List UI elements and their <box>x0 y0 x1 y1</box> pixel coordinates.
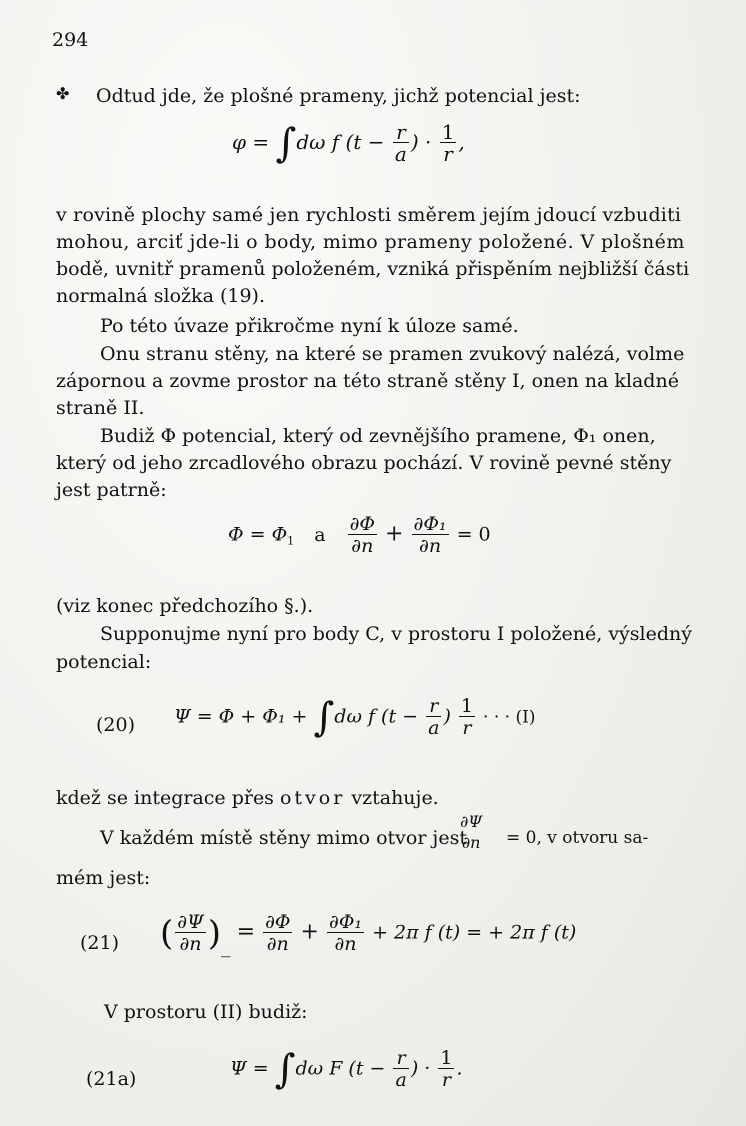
text-line: mém jest: <box>56 867 151 889</box>
text-line: bodě, uvnitř pramenů položeném, vzniká přispěním nejbližší části <box>56 258 690 280</box>
text-line: Onu stranu stěny, na které se pramen zvukový nalézá, volme <box>100 343 685 365</box>
text-line: jest patrně: <box>56 479 167 501</box>
text-line: Budiž Φ potencial, který od zevnějšího pramene, Φ₁ onen, <box>100 425 656 447</box>
text-line: Supponujme nyní pro body C, v prostoru I položené, výsledný <box>100 623 692 645</box>
ornament-icon: ✤ <box>56 84 70 103</box>
text-line: kdež se integrace přes otvor vztahuje. <box>56 787 439 809</box>
text-line: který od jeho zrcadlového obrazu pochází. V rovině pevné stěny <box>56 452 672 474</box>
integral-sign: ∫ <box>313 694 335 741</box>
text-line: (viz konec předchozího §.). <box>56 595 314 617</box>
fraction: $\frac{r}{a}$ <box>394 120 407 166</box>
page-number: 294 <box>52 29 89 51</box>
fraction: $\frac{\text{∂Φ₁}}{\partial n}$ <box>329 911 363 955</box>
equation-normal-derivative: ( $\frac{\partial\Psi}{\partial n}$ )_ = $\frac{\partial\Phi}{\partial n}$ + $\frac{\text{∂Φ₁}}{\partial n}$ + 2π f (t) = + 2π f (t) <box>160 911 577 958</box>
text-line: v rovině plochy samé jen rychlosti směrem jejím jdoucí vzbuditi <box>56 204 682 226</box>
fraction: $\frac{\partial\Phi}{\partial n}$ <box>349 513 375 557</box>
fraction: $\frac{1}{r}$ <box>440 1047 453 1091</box>
text-line: zápornou a zovme prostor na této straně stěny I, onen na kladné <box>56 370 679 392</box>
equation-potential-space-ii: Ψ = ∫dω F (t − $\frac{r}{a}$ ) · $\frac{1}{r}$ . <box>230 1046 463 1093</box>
text-line: potencial: <box>56 651 152 673</box>
text-line: V prostoru (II) budiž: <box>104 1001 308 1023</box>
fraction: $\frac{\partial\Phi}{\partial n}$ <box>265 911 291 955</box>
text-line: Po této úvaze přikročme nyní k úloze samé. <box>100 315 519 337</box>
text-line: V každém místě stěny mimo otvor jest <box>100 827 467 849</box>
equation-resultant-potential: Ψ = Φ + Φ₁ + ∫dω f (t − $\frac{r}{a}$ ) $\frac{1}{r}$ · · · (I) <box>174 694 536 741</box>
equation-number: (20) <box>96 714 136 736</box>
equation-boundary: $\Phi = \Phi_1$ a $\frac{\partial\Phi}{\partial n}$ + $\frac{\text{∂Φ₁}}{\partial n}$ = 0 <box>228 513 491 557</box>
text-line: Odtud jde, že plošné prameny, jichž potencial jest: <box>96 85 581 107</box>
inline-derivative <box>456 812 486 854</box>
fraction: $\frac{\text{∂Φ₁}}{\partial n}$ <box>413 513 447 557</box>
equation-number: (21a) <box>86 1068 137 1090</box>
fraction: $\frac{1}{r}$ <box>460 695 473 739</box>
text-line: = 0, v otvoru sa- <box>506 828 649 848</box>
emphasized-word: otvor <box>279 787 346 809</box>
equation-number: (21) <box>80 932 120 954</box>
integral-sign: ∫ <box>275 120 297 167</box>
text-line: normalná složka (19). <box>56 285 265 307</box>
fraction: $\frac{r}{a}$ <box>428 695 440 739</box>
text-line: straně II. <box>56 397 145 419</box>
fraction: $\frac{1}{r}$ <box>441 120 455 166</box>
equation-potential: φ = ∫dω f (t − $\frac{r}{a}$ ) · $\frac{1}{r}$ , <box>232 120 465 167</box>
integral-sign: ∫ <box>274 1046 296 1093</box>
fraction: $\frac{r}{a}$ <box>395 1047 407 1091</box>
text-line: mohou, arciť jde-li o body, mimo prameny položené. V plošném <box>56 231 685 253</box>
fraction: $\frac{\partial\Psi}{\partial n}$ <box>177 911 204 955</box>
fraction: ∂Ψ ∂n <box>460 812 483 852</box>
